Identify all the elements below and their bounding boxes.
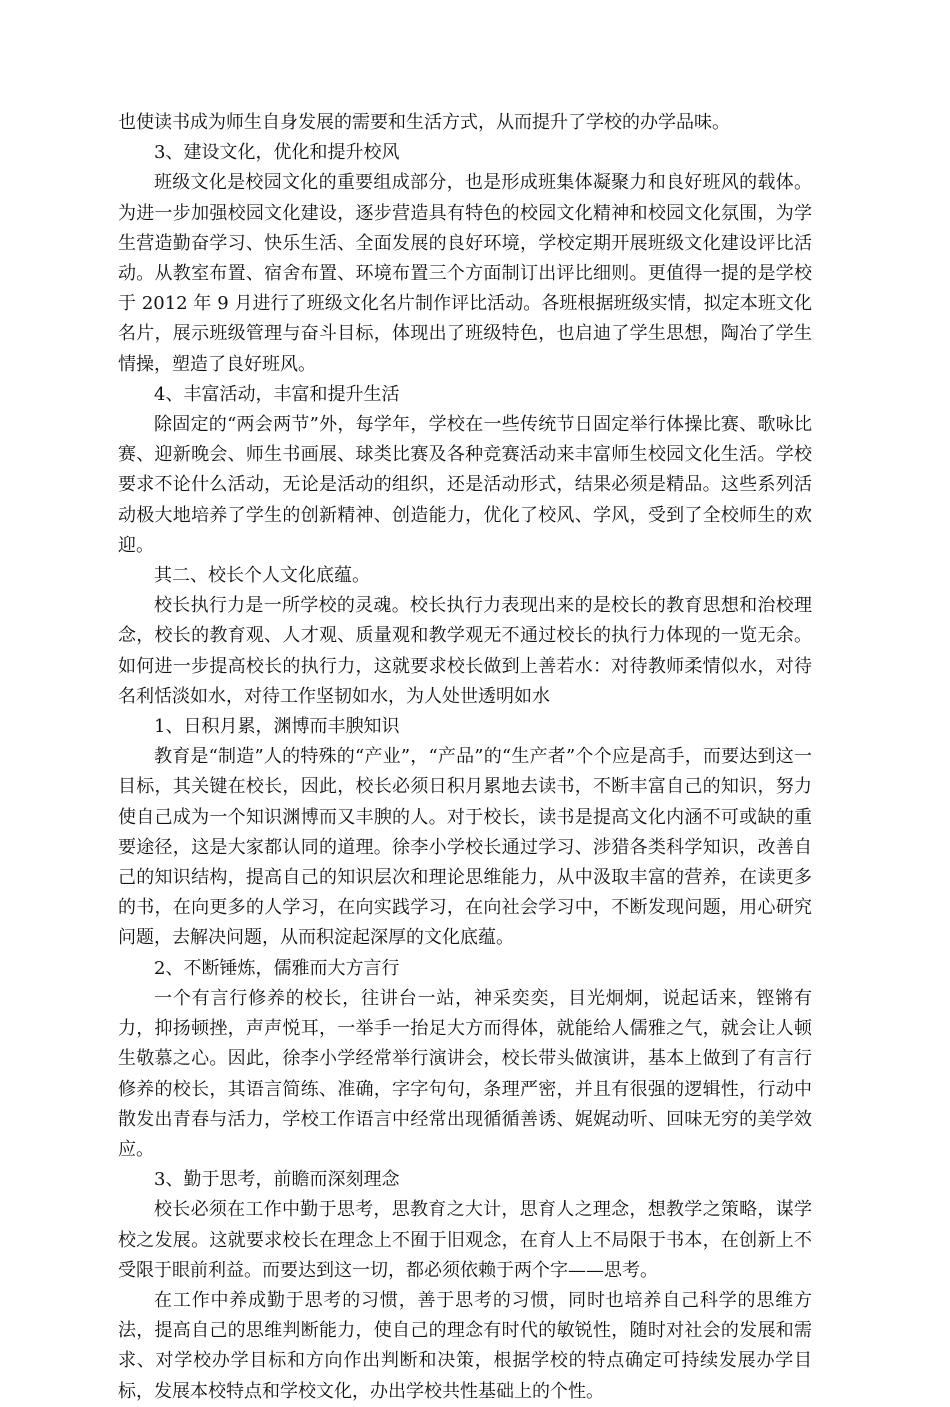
paragraph-class-culture: 班级文化是校园文化的重要组成部分，也是形成班集体凝聚力和良好班风的载体。为进一步加强校园文化建设，逐步营造具有特色的校园文化精神和校园文化氛围，为学生营造勤奋学习、快乐生活、全面发展的良好环境，学校定期开展班级文化建设评比活动。从教室布置、宿舍布置、环境布置三个方面制订出评比细则。更值得一提的是学校于 2012 年 9 月进行了班级文化名片制作评比活动。各班根据班级实情，拟定本班文化名片，展示班级管理与奋斗目标，体现出了班级特色，也启迪了学生思想，陶冶了学生情操，塑造了良好班风。 [118,172,812,375]
section-heading-3: 3、建设文化，优化和提升校风 [154,142,400,164]
document-body [118,108,812,1407]
paragraph-continuation: 也使读书成为师生自身发展的需要和生活方式，从而提升了学校的办学品味。 [118,112,730,133]
paragraph-thinking-habits: 在工作中养成勤于思考的习惯，善于思考的习惯，同时也培养自己科学的思维方法，提高自己的思维判断能力，使自己的理念有时代的敏锐性，随时对社会的发展和需求、对学校办学目标和方向作出判断和决策，根据学校的特点确定可持续发展办学目标，发展本校特点和学校文化，办出学校共性基础上的个性。 [118,1289,812,1402]
section-heading-4: 4、丰富活动，丰富和提升生活 [154,383,400,405]
subsection-heading-3: 3、勤于思考，前瞻而深刻理念 [154,1169,400,1191]
paragraph-thinking: 校长必须在工作中勤于思考，思教育之大计，思育人之理念，想教学之策略，谋学校之发展。这就要求校长在理念上不囿于旧观念，在育人上不局限于书本，在创新上不受限于眼前利益。而要达到这一切，都必须依赖于两个字——思考。 [118,1199,812,1281]
paragraph-activities: 除固定的“两会两节”外，每学年，学校在一些传统节日固定举行体操比赛、歌咏比赛、迎新晚会、师生书画展、球类比赛及各种竞赛活动来丰富师生校园文化生活。学校要求不论什么活动，无论是活动的组织，还是活动形式，结果必须是精品。这些系列活动极大地培养了学生的创新精神、创造能力，优化了校风、学风，受到了全校师生的欢迎。 [118,414,812,556]
paragraph-knowledge: 教育是“制造”人的特殊的“产业”，“产品”的“生产者”个个应是高手，而要达到这一目标，其关键在校长，因此，校长必须日积月累地去读书，不断丰富自己的知识，努力使自己成为一个知识渊博而又丰腴的人。对于校长，读书是提高文化内涵不可或缺的重要途径，这是大家都认同的道理。徐李小学校长通过学习、涉猎各类科学知识，改善自己的知识结构，提高自己的知识层次和理论思维能力，从中汲取丰富的营养，在读更多的书，在向更多的人学习，在向实践学习，在向社会学习中，不断发现问题，用心研究问题，去解决问题，从而积淀起深厚的文化底蕴。 [118,746,812,949]
paragraph-principal-execution: 校长执行力是一所学校的灵魂。校长执行力表现出来的是校长的教育思想和治校理念，校长的教育观、人才观、质量观和教学观无不通过校长的执行力体现的一览无余。如何进一步提高校长的执行力，这就要求校长做到上善若水：对待教师柔情似水，对待名利恬淡如水，对待工作坚韧如水，为人处世透明如水 [118,595,812,707]
paragraph-conduct: 一个有言行修养的校长，往讲台一站，神采奕奕，目光炯炯，说起话来，铿锵有力，抑扬顿挫，声声悦耳，一举手一抬足大方而得体，就能给人儒雅之气，就会让人顿生敬慕之心。因此，徐李小学经常举行演讲会，校长带头做演讲，基本上做到了有言行修养的校长，其语言简练、准确，字字句句，条理严密，并且有很强的逻辑性，行动中散发出青春与活力，学校工作语言中经常出现循循善诱、娓娓动听、回味无穷的美学效应。 [118,987,812,1160]
section-heading-part-two: 其二、校长个人文化底蕴。 [154,565,370,587]
subsection-heading-2: 2、不断锤炼，儒雅而大方言行 [154,957,400,979]
subsection-heading-1: 1、日积月累，渊博而丰腴知识 [154,716,400,738]
